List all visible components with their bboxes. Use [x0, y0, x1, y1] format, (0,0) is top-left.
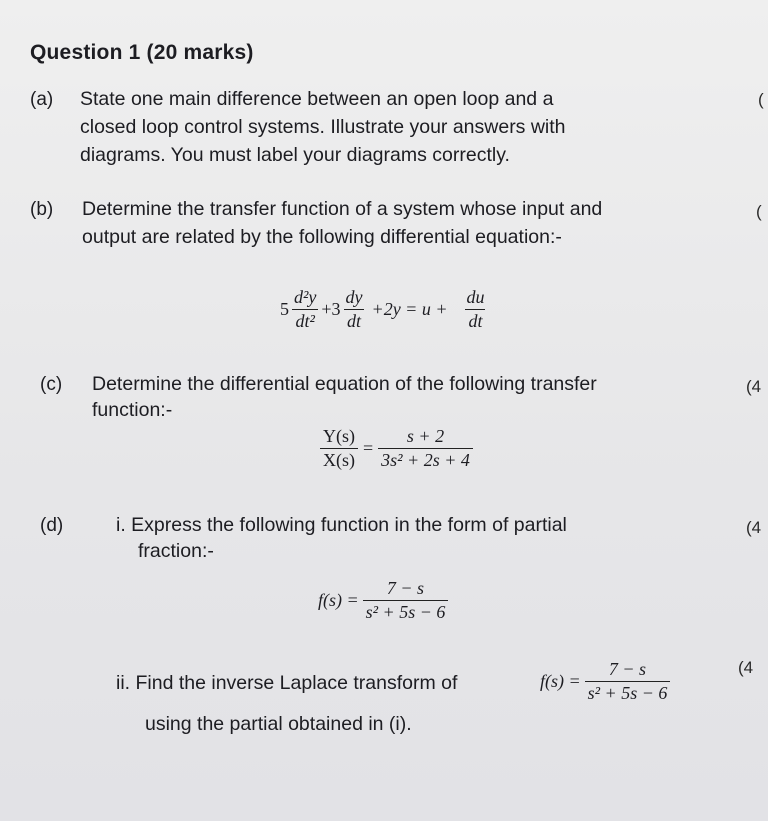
part-d-label: (d)	[40, 515, 64, 536]
fraction-f-s	[363, 578, 449, 623]
part-a-label: (a)	[30, 89, 54, 110]
question-heading: Question 1 (20 marks)	[30, 41, 254, 64]
part-c-line-1: Determine the differential equation of the following transfer	[92, 373, 597, 395]
part-b-marks: (	[756, 202, 762, 221]
part-d-ii-line-2: using the partial obtained in (i).	[145, 713, 412, 735]
fraction-dy-dt	[343, 287, 366, 332]
part-d-i-line-1: i. Express the following function in the form of partial	[116, 514, 567, 536]
differential-equation	[280, 287, 489, 332]
part-c-marks: (4	[746, 377, 762, 396]
part-c-label: (c)	[40, 374, 63, 395]
part-d-i-marks: (4	[746, 518, 762, 537]
part-a-line-3: diagrams. You must label your diagrams correctly.	[80, 144, 510, 166]
numerator-dy: dy	[345, 287, 363, 307]
fraction-y-over-x	[320, 426, 358, 471]
part-b-label: (b)	[30, 199, 54, 220]
fraction-d2y-dt2	[291, 287, 319, 332]
numerator-d2y: d²y	[294, 287, 317, 307]
part-d-ii-marks: (4	[738, 658, 754, 677]
denominator-dt: dt	[344, 309, 364, 332]
denominator-dt2: dt²	[292, 309, 317, 332]
function-f-of-s: f(s) =	[318, 590, 359, 610]
part-a-line-1: State one main difference between an open loop and a	[80, 88, 554, 110]
numerator-s-plus-2: s + 2	[406, 426, 445, 446]
denominator-s2-5s-6: s² + 5s − 6	[363, 600, 449, 623]
equals-sign: =	[363, 438, 374, 458]
denominator-quadratic: 3s² + 2s + 4	[378, 448, 473, 471]
transfer-function-equation	[318, 426, 475, 471]
part-d-i-line-2: fraction:-	[138, 540, 214, 562]
fraction-f-s-2	[585, 659, 671, 704]
denominator-dt-2: dt	[465, 309, 485, 332]
part-d-ii-line-1: ii. Find the inverse Laplace transform of	[116, 672, 458, 694]
function-f-of-s-2: f(s) =	[540, 671, 581, 691]
numerator-7-minus-s: 7 − s	[386, 578, 425, 598]
denominator-x: X(s)	[320, 448, 358, 471]
part-c-line-2: function:-	[92, 399, 173, 421]
fraction-du-dt	[463, 287, 487, 332]
eq-plus-3: +3	[321, 299, 341, 319]
part-b-line-2: output are related by the following differential equation:-	[82, 226, 562, 248]
eq-coef-5: 5	[280, 299, 289, 319]
part-a-marks: (	[758, 90, 764, 109]
numerator-7-minus-s-2: 7 − s	[608, 659, 647, 679]
denominator-s2-5s-6-2: s² + 5s − 6	[585, 681, 671, 704]
eq-middle-terms: +2y = u +	[371, 299, 448, 319]
fraction-rhs	[378, 426, 473, 471]
part-a-line-2: closed loop control systems. Illustrate your answers with	[80, 116, 566, 138]
numerator-du: du	[466, 287, 485, 307]
numerator-y: Y(s)	[323, 426, 355, 446]
part-b-line-1: Determine the transfer function of a system whose input and	[82, 198, 603, 220]
inverse-laplace-function	[540, 659, 672, 704]
partial-fraction-function	[318, 578, 450, 623]
